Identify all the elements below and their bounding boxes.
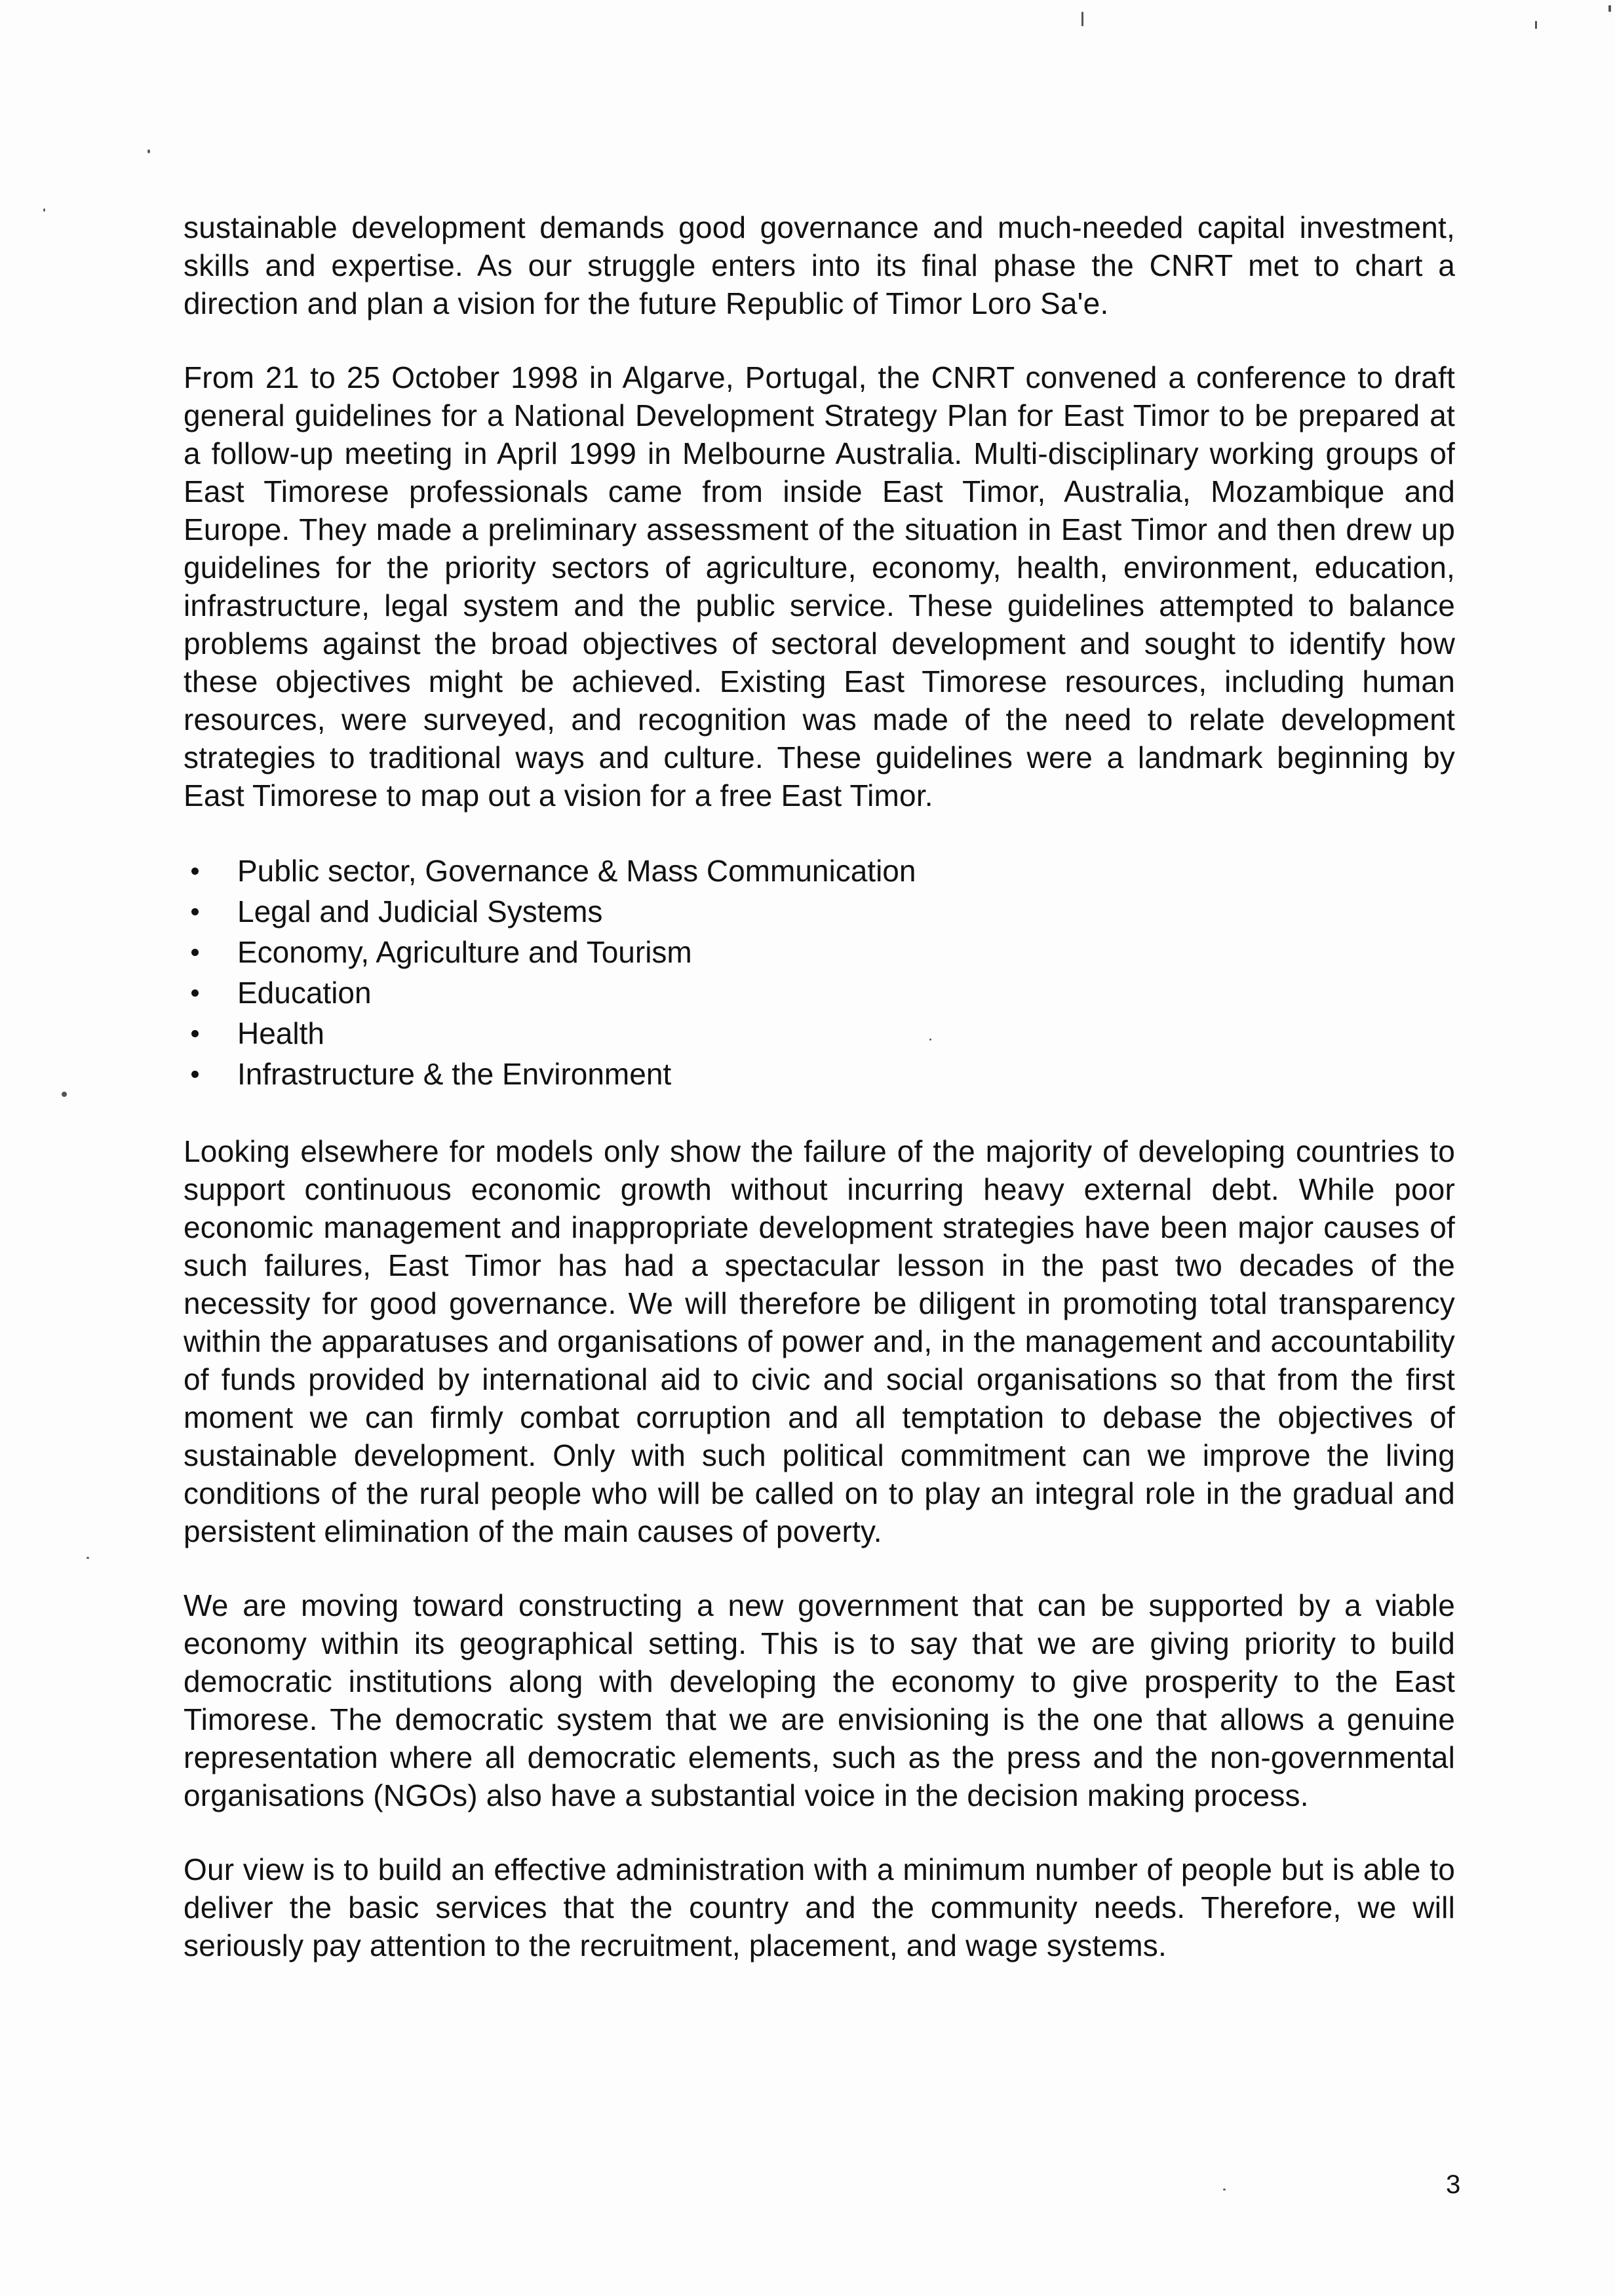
paragraph: From 21 to 25 October 1998 in Algarve, Portugal, the CNRT convened a conference to draft general guidelines for a National Development Strategy Plan for East Timor to be prepared at a follow-up meeting in April 1999 in Melbourne Australia. Multi-disciplinary working groups of East Timorese professionals came from inside East Timor, Australia, Mozambique and Europe. They made a preliminary assessment of the situation in East Timor and then drew up guidelines for the priority sectors of agriculture, economy, health, environment, education, infrastructure, legal system and the public service. These guidelines attempted to balance problems against the broad objectives of sectoral development and sought to identify how these objectives might be achieved. Existing East Timorese resources, including human resources, were surveyed, and recognition was made of the need to relate development strategies to traditional ways and culture. These guidelines were a landmark beginning by East Timorese to map out a vision for a free East Timor. [184, 360, 1455, 813]
bullet-text: Health [237, 1016, 324, 1050]
bullet-text: Legal and Judicial Systems [237, 894, 603, 928]
scan-speck [87, 1557, 89, 1559]
scan-speck [43, 208, 45, 212]
paragraph: Our view is to build an effective administration with a minimum number of people but is able to deliver the basic services that the country and the community needs. Therefore, we will seriously pay attention to the recruitment, placement, and wage systems. [184, 1852, 1455, 1962]
scan-speck [1608, 5, 1611, 12]
bullet-item [184, 891, 1455, 932]
bullet-item [184, 851, 1455, 891]
bullet-icon [191, 1071, 199, 1078]
scan-speck [147, 149, 150, 153]
bullet-item [184, 972, 1455, 1013]
bullet-icon [191, 989, 199, 997]
bullet-text: Public sector, Governance & Mass Communication [237, 854, 916, 888]
bullet-icon [191, 1030, 199, 1037]
document-body [184, 208, 1455, 2000]
bullet-icon [191, 908, 199, 915]
bullet-list [184, 851, 1455, 1094]
paragraph: sustainable development demands good governance and much-needed capital investment, skills and expertise. As our struggle enters into its final phase the CNRT met to chart a direction and plan a vision for the future Republic of Timor Loro Sa'e. [184, 210, 1455, 320]
bullet-icon [191, 868, 199, 875]
scan-speck [62, 1092, 67, 1097]
bullet-icon [191, 949, 199, 956]
scan-speck [1535, 21, 1537, 29]
paragraph: We are moving toward constructing a new government that can be supported by a viable economy within its geographical setting. This is to say that we are giving priority to build democratic institutions along with developing the economy to give prosperity to the East Timorese. The democratic system that we are envisioning is the one that allows a genuine representation where all democratic elements, such as the press and the non-governmental organisations (NGOs) also have a substantial voice in the decision making process. [184, 1588, 1455, 1812]
bullet-item [184, 1054, 1455, 1094]
bullet-text: Education [237, 976, 372, 1010]
scan-speck [1081, 12, 1083, 26]
bullet-text: Infrastructure & the Environment [237, 1057, 672, 1091]
scan-speck [1223, 2189, 1226, 2191]
paragraph: Looking elsewhere for models only show the failure of the majority of developing countries to support continuous economic growth without incurring heavy external debt. While poor economic management and inappropriate development strategies have been major causes of such failures, East Timor has had a spectacular lesson in the past two decades of the necessity for good governance. We will therefore be diligent in promoting total transparency within the apparatuses and organisations of power and, in the management and accountability of funds provided by international aid to civic and social organisations so that from the first moment we can firmly combat corruption and all temptation to debase the objectives of sustainable development. Only with such political commitment can we improve the living conditions of the rural people who will be called on to play an integral role in the gradual and persistent elimination of the main causes of poverty. [184, 1134, 1455, 1548]
bullet-item [184, 1013, 1455, 1054]
page-number: 3 [1446, 2170, 1461, 2199]
bullet-item [184, 932, 1455, 972]
bullet-text: Economy, Agriculture and Tourism [237, 935, 692, 969]
